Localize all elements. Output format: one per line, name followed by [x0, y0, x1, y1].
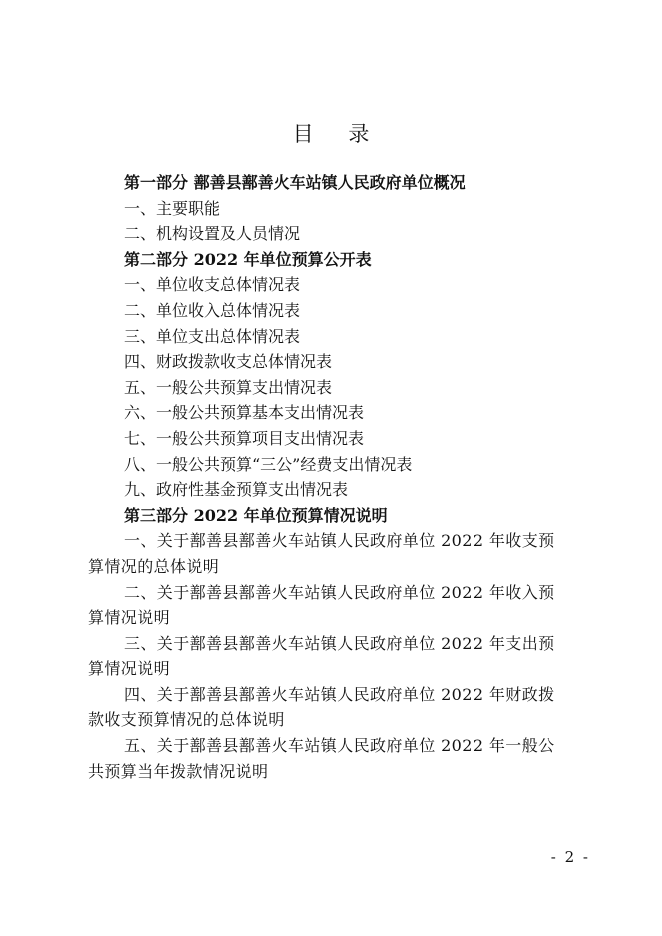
toc-item-line: 二、关于鄯善县鄯善火车站镇人民政府单位 2022 年收入预: [124, 582, 555, 602]
page-title: 目 录: [292, 122, 384, 146]
toc-item-line: 五、关于鄯善县鄯善火车站镇人民政府单位 2022 年一般公: [124, 736, 555, 756]
page-number: - 2 -: [550, 848, 590, 866]
toc-item: 二、单位收入总体情况表: [124, 300, 301, 320]
toc-part-heading: 第一部分 鄯善县鄯善火车站镇人民政府单位概况: [124, 173, 466, 192]
toc-item: 四、财政拨款收支总体情况表: [124, 352, 333, 372]
toc-item-line: 一、关于鄯善县鄯善火车站镇人民政府单位 2022 年收支预: [124, 531, 555, 551]
toc-item-line: 三、关于鄯善县鄯善火车站镇人民政府单位 2022 年支出预: [124, 633, 555, 653]
toc-item-line: 算情况的总体说明: [88, 556, 220, 576]
toc-part-heading: 第二部分 2022 年单位预算公开表: [124, 249, 372, 269]
toc-item-line: 款收支预算情况的总体说明: [88, 710, 285, 730]
toc-item: 九、政府性基金预算支出情况表: [124, 480, 349, 500]
toc-item: 七、一般公共预算项目支出情况表: [124, 428, 365, 448]
toc-item: 三、单位支出总体情况表: [124, 326, 301, 346]
toc-item: 五、一般公共预算支出情况表: [124, 377, 333, 397]
toc-item-line: 共预算当年拨款情况说明: [88, 761, 269, 781]
toc-item: 一、主要职能: [124, 198, 221, 218]
toc-item: 六、一般公共预算基本支出情况表: [124, 403, 365, 423]
toc-item-long: [88, 528, 582, 579]
toc-item: 八、一般公共预算“三公”经费支出情况表: [124, 454, 413, 474]
toc-item-line: 算情况说明: [88, 608, 171, 628]
toc-item-line: 算情况说明: [88, 659, 171, 679]
toc-item-line: 四、关于鄯善县鄯善火车站镇人民政府单位 2022 年财政拨: [124, 684, 555, 704]
toc-part-heading: 第三部分 2022 年单位预算情况说明: [124, 505, 388, 525]
toc-item-long: [88, 682, 582, 733]
table-of-contents: [88, 170, 582, 784]
toc-item: 二、机构设置及人员情况: [124, 224, 301, 244]
toc-item-long: [88, 733, 582, 784]
toc-item-long: [88, 580, 582, 631]
toc-item: 一、单位收支总体情况表: [124, 275, 301, 295]
toc-item-long: [88, 631, 582, 682]
